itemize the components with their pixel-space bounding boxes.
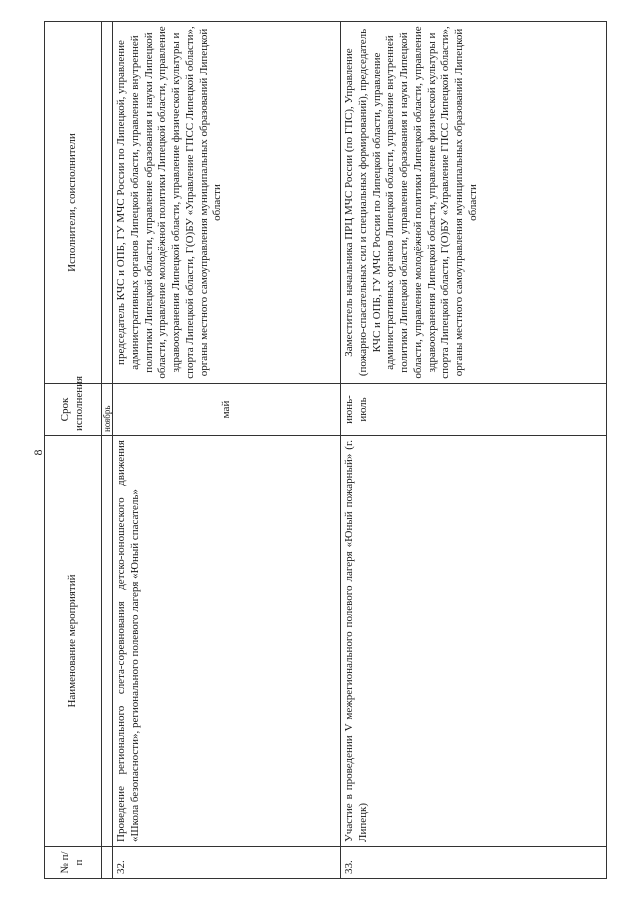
row-num: 33. (341, 847, 607, 879)
row-executors: Заместитель начальника ПРЦ МЧС России (по ГПС), Управление (пожарно-спасательных сил и специальных формирований), председатель КЧС и ОПБ, ГУ МЧС России по Липецкой области, управление административных органов Липецкой области, управление внутренней политики Липецкой области, управление образования и науки Липецкой области, управление молодёжной политики Липецкой области, управление здравоохранения Липецкой области, управление физической культуры и спорта Липецкой области, Г(О)БУ «Управление ГПСС Липецкой области», органы местного самоуправления муниципальных образований Липецкой области (341, 22, 607, 384)
page-number: 8 (31, 449, 45, 456)
row-term: июнь-июль (341, 384, 607, 436)
row-name: Участие в проведении V межрегионального полевого лагеря «Юный пожарный» (г. Липецк) (341, 436, 607, 847)
events-table (44, 21, 607, 879)
row-executors: председатель КЧС и ОПБ, ГУ МЧС России по Липецкой, управление административных органов Липецкой области, управление внутренней политики Липецкой области, управление образования и науки Липецкой области, управление молодёжной политики Липецкой области, управление здравоохранения Липецкой области, управление физической культуры и спорта Липецкой области, Г(О)БУ «Управление ГПСС Липецкой области», органы местного самоуправления муниципальных образований Липецкой области (113, 22, 341, 384)
header-executors: Исполнители, соисполнители (45, 22, 102, 384)
table-row (341, 22, 607, 879)
row-name: Проведение регионального слета-соревнования детско-юношеского движения «Школа безопасности», регионального полевого лагеря «Юный спасатель» (113, 436, 341, 847)
table-header-row (45, 22, 102, 879)
carry-over-name (102, 436, 113, 847)
carry-over-term: ноябрь (102, 384, 113, 436)
carry-over-executors (102, 22, 113, 384)
carry-over-row (102, 22, 113, 879)
header-name: Наименование мероприятий (45, 436, 102, 847)
table-row (113, 22, 341, 879)
row-num: 32. (113, 847, 341, 879)
header-num: № п/п (45, 847, 102, 879)
carry-over-num (102, 847, 113, 879)
header-term: Срок исполнения (45, 384, 102, 436)
row-term: май (113, 384, 341, 436)
